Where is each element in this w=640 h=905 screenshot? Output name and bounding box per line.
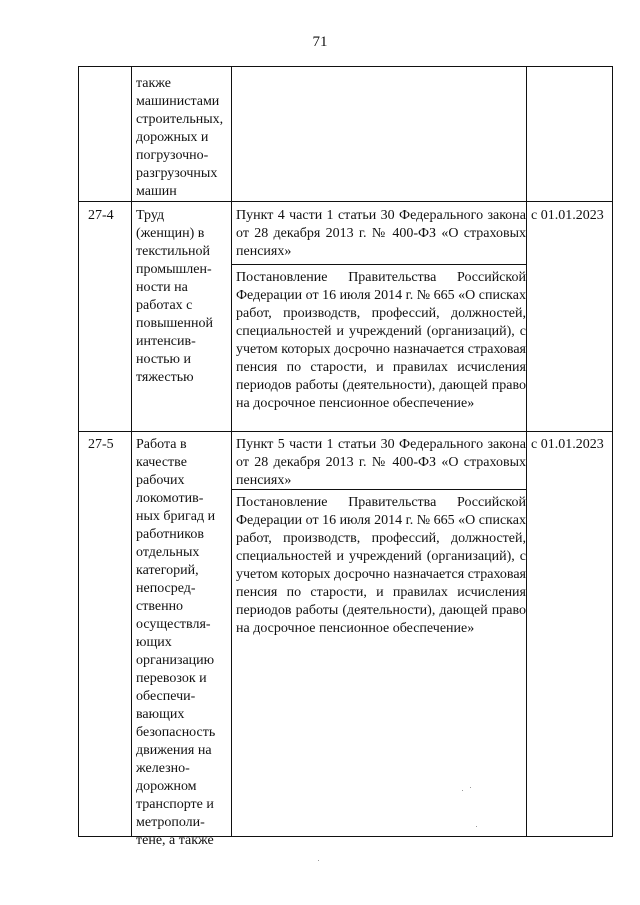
row-divider [79, 201, 612, 202]
row-3-basis-decree: Постановление Правительства Российской Федерации от 16 июля 2014 г. № 665 «О списках работ, производств, профессий, должностей, специальностей и учреждений (организаций), с учетом которых досрочно назначается страховая пенсия по старости, и правилах исчисления периодов работы (деятельности), дающей право на досрочное пенсионное обеспечение» [236, 495, 526, 636]
column-divider [131, 67, 132, 836]
column-divider [526, 67, 527, 836]
row-2-code: 27-4 [88, 208, 114, 223]
row-3-code: 27-5 [88, 437, 114, 452]
row-2-basis-decree: Постановление Правительства Российской Федерации от 16 июля 2014 г. № 665 «О списках работ, производств, профессий, должностей, специальностей и учреждений (организаций), с учетом которых досрочно назначается страховая пенсия по старости, и правилах исчисления периодов работы (деятельности), дающей право на досрочное пенсионное обеспечение» [236, 270, 526, 411]
pension-list-table [78, 66, 613, 848]
row-1-description: также машинистами строительных, дорожных и погрузочно- разгрузочных машин [136, 76, 224, 199]
row-2-description: Труд (женщин) в текстильной промышлен- ности на работах с повышенной интенсив- ностью и тяжестью [136, 208, 213, 385]
scan-speck [462, 790, 463, 791]
scan-speck [476, 826, 477, 827]
column-divider [231, 67, 232, 836]
row-divider [79, 431, 612, 432]
row-3-description: Работа в качестве рабочих локомотив- ных бригад и работников отдельных категорий, непосред- ственно осуществля- ющих организацию перевозок и обеспечи- вающих безопасность движения на железно- дорожном транспорте и метрополи- тене, а также [136, 437, 216, 848]
scan-speck [470, 787, 471, 788]
page-number: 71 [312, 34, 328, 50]
row-3-date: с 01.01.2023 [531, 437, 604, 452]
basis-divider [231, 264, 526, 265]
row-3-basis-law: Пункт 5 части 1 статьи 30 Федерального закона от 28 декабря 2013 г. № 400-ФЗ «О страховых пенсиях» [236, 437, 526, 488]
row-2-basis-law: Пункт 4 части 1 статьи 30 Федерального закона от 28 декабря 2013 г. № 400-ФЗ «О страховых пенсиях» [236, 208, 526, 259]
row-2-date: с 01.01.2023 [531, 208, 604, 223]
scan-speck [318, 860, 319, 861]
